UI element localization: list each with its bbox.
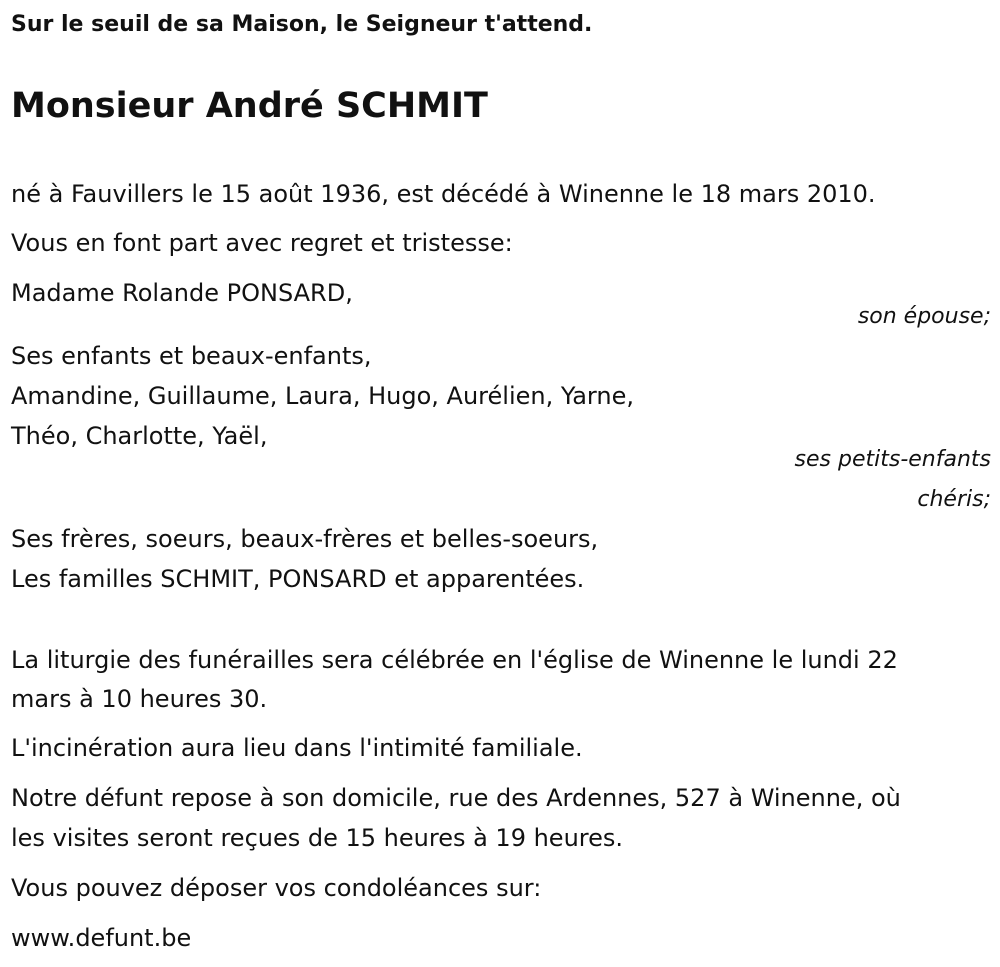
visitation-line-2: les visites seront reçues de 15 heures à 19 heures. [11,824,624,852]
families-line: Les familles SCHMIT, PONSARD et apparentées. [11,565,585,593]
liturgy-line-2: mars à 10 heures 30. [11,685,268,713]
siblings-line: Ses frères, soeurs, beaux-frères et belles-soeurs, [11,525,599,553]
children-line-3: Théo, Charlotte, Yaël, [11,422,268,450]
cremation-line: L'incinération aura lieu dans l'intimité familiale. [11,734,583,762]
spouse-name: Madame Rolande PONSARD, [11,279,353,307]
liturgy-line-1: La liturgie des funérailles sera célébrée en l'église de Winenne le lundi 22 [11,646,898,674]
grandchildren-relation-1: ses petits-enfants [794,447,991,472]
children-line-2: Amandine, Guillaume, Laura, Hugo, Aurélien, Yarne, [11,382,634,410]
children-line-1: Ses enfants et beaux-enfants, [11,342,372,370]
grandchildren-relation-2: chéris; [917,487,991,512]
visitation-line-1: Notre défunt repose à son domicile, rue des Ardennes, 527 à Winenne, où [11,784,901,812]
website-link[interactable]: www.defunt.be [11,924,192,952]
motto-heading: Sur le seuil de sa Maison, le Seigneur t'attend. [11,12,593,37]
spouse-relation: son épouse; [857,304,991,329]
condolences-line: Vous pouvez déposer vos condoléances sur: [11,874,542,902]
deceased-name: Monsieur André SCHMIT [11,86,488,126]
birth-death-line: né à Fauvillers le 15 août 1936, est décédé à Winenne le 18 mars 2010. [11,180,876,208]
announce-line: Vous en font part avec regret et tristesse: [11,229,513,257]
